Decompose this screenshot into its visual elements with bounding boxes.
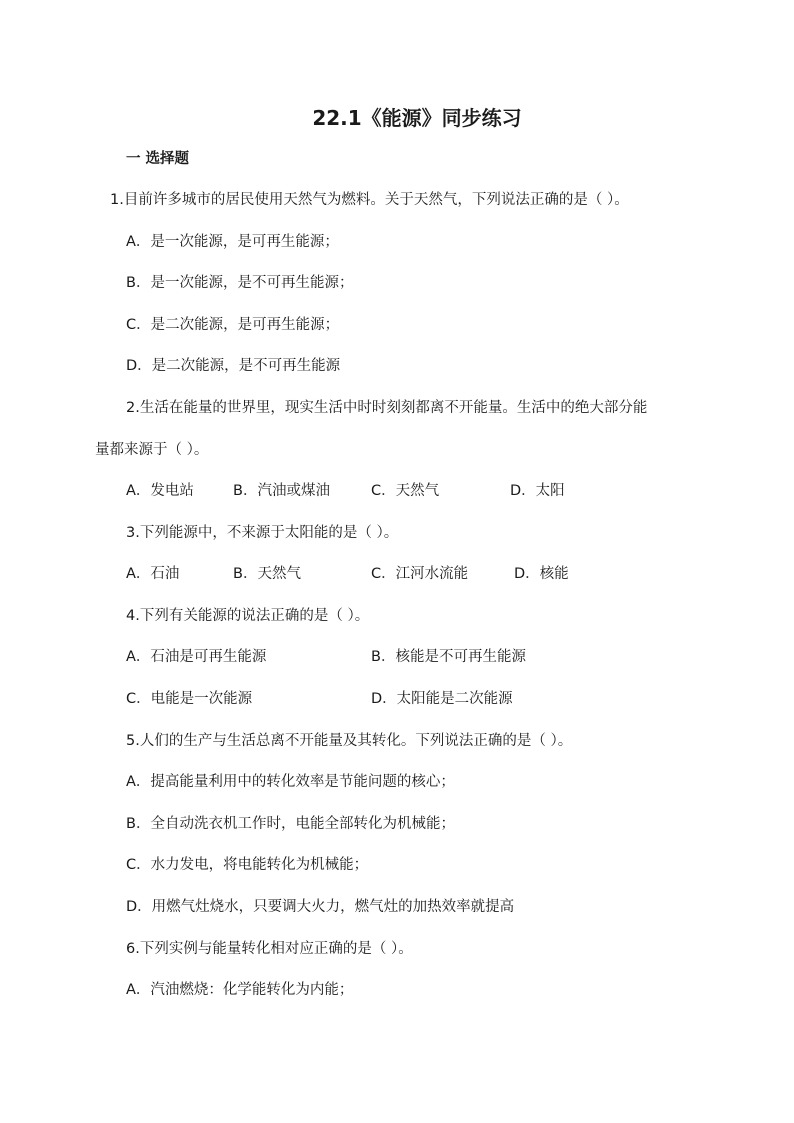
question-5-option-a: A．提高能量利用中的转化效率是节能问题的核心；	[126, 774, 455, 790]
question-4-stem: 4.下列有关能源的说法正确的是（ ）。	[126, 608, 370, 624]
question-2-stem-line-1: 2.生活在能量的世界里，现实生活中时时刻刻都离不开能量。生活中的绝大部分能	[126, 400, 648, 416]
question-6-stem: 6.下列实例与能量转化相对应正确的是（ ）。	[126, 941, 413, 957]
question-5-stem: 5.人们的生产与生活总离不开能量及其转化。下列说法正确的是（ ）。	[126, 733, 573, 749]
question-3-option-d: D．核能	[514, 566, 569, 582]
question-4-option-b: B．核能是不可再生能源	[371, 649, 526, 665]
question-6-option-a: A．汽油燃烧：化学能转化为内能；	[126, 982, 354, 998]
question-1-stem: 1.目前许多城市的居民使用天然气为燃料。关于天然气，下列说法正确的是（ ）。	[110, 192, 629, 208]
question-4-option-c: C．电能是一次能源	[126, 691, 253, 707]
question-2-option-b: B．汽油或煤油	[233, 483, 330, 499]
question-1-option-c: C．是二次能源，是可再生能源；	[126, 317, 340, 333]
page-title: 22.1《能源》同步练习	[312, 106, 522, 130]
question-3-option-a: A．石油	[126, 566, 180, 582]
question-5-option-c: C．水力发电，将电能转化为机械能；	[126, 857, 369, 873]
question-2-option-c: C．天然气	[371, 483, 440, 499]
question-3-option-b: B．天然气	[233, 566, 301, 582]
question-2-option-a: A．发电站	[126, 483, 194, 499]
question-1-option-d: D．是二次能源，是不可再生能源	[126, 358, 341, 374]
section-heading: 一 选择题	[126, 151, 190, 167]
question-4-option-a: A．石油是可再生能源	[126, 649, 267, 665]
question-3-option-c: C．江河水流能	[371, 566, 469, 582]
question-5-option-d: D．用燃气灶烧水，只要调大火力，燃气灶的加热效率就提高	[126, 899, 515, 915]
question-2-option-d: D．太阳	[510, 483, 565, 499]
question-2-stem-line-2: 量都来源于（ ）。	[95, 442, 209, 458]
question-4-option-d: D．太阳能是二次能源	[371, 691, 513, 707]
question-1-option-b: B．是一次能源，是不可再生能源；	[126, 275, 354, 291]
question-5-option-b: B．全自动洗衣机工作时，电能全部转化为机械能；	[126, 816, 455, 832]
question-1-option-a: A．是一次能源，是可再生能源；	[126, 234, 339, 250]
question-3-stem: 3.下列能源中，不来源于太阳能的是（ ）。	[126, 525, 399, 541]
